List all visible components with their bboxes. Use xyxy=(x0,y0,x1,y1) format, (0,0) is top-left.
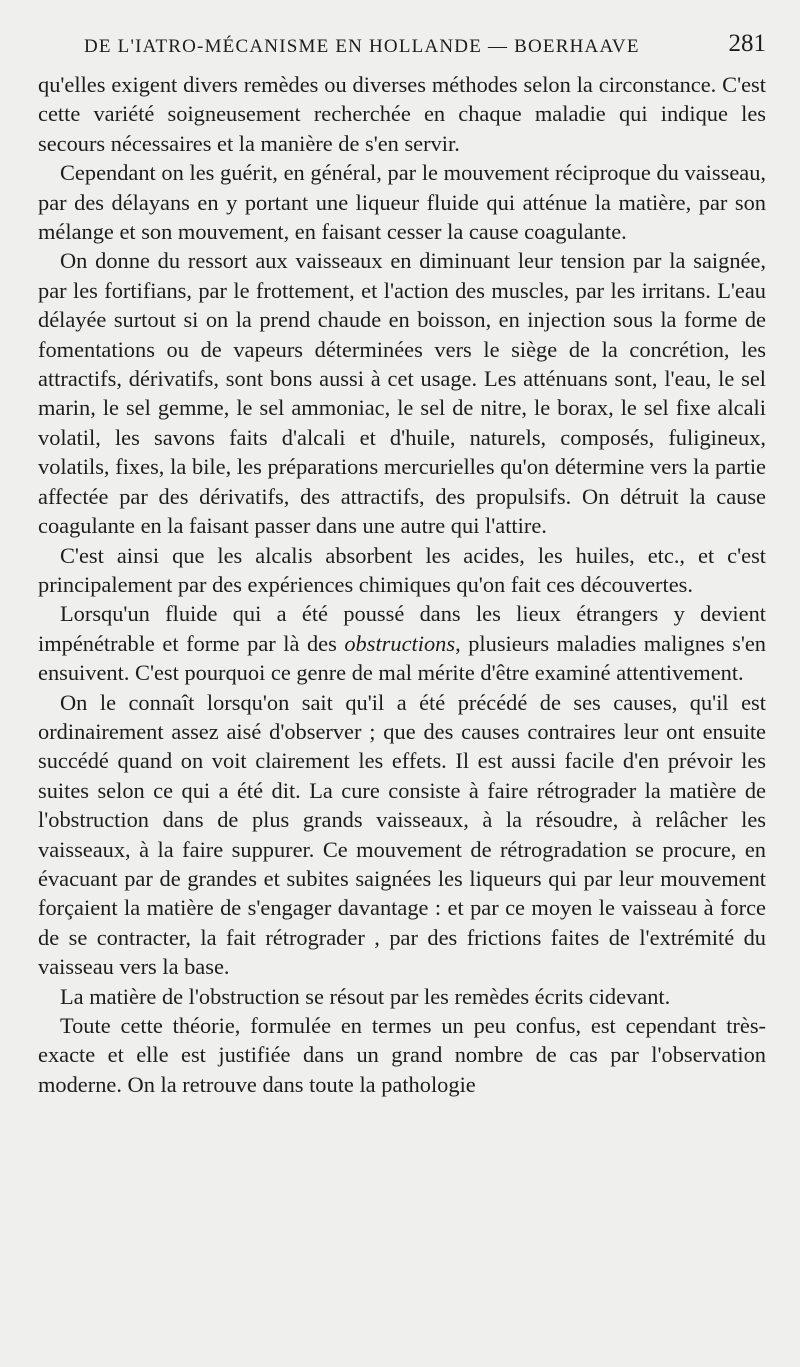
paragraph-7: La matière de l'obstruction se résout par les remèdes écrits cidevant. xyxy=(60,983,671,1009)
running-title: DE L'IATRO-MÉCANISME EN HOLLANDE — BOERHAAVE xyxy=(84,36,640,57)
paragraph-3: On donne du ressort aux vaisseaux en diminuant leur tension par la saignée, par les fortifians, par le frottement, et l'action des muscles, par les irritans. L'eau délayée surtout si on la prend chaude en boisson, en injection sous la forme de fomentations ou de vapeurs déterminées vers le siège de la concrétion, les attractifs, dérivatifs, sont bons aussi à cet usage. Les atténuans sont, l'eau, le sel marin, le sel gemme, le sel ammoniac, le sel de nitre, le borax, le sel fixe alcali volatil, les savons faits d'alcali et d'huile, naturels, composés, fuligineux, volatils, fixes, la bile, les préparations mercurielles qu'on détermine vers la partie affectée par des dérivatifs, des attractifs, des propulsifs. On détruit la cause coagulante en la faisant passer dans une autre qui l'attire. xyxy=(38,248,766,539)
paragraph-5-text-before: Lorsqu'un fluide qui a été poussé dans les lieux étrangers y devient impénétrable et forme par là des xyxy=(38,601,766,656)
paragraph-5 xyxy=(38,599,766,687)
body-text xyxy=(38,70,766,1099)
paragraph-8: Toute cette théorie, formulée en termes un peu confus, est cependant très-exacte et elle est justifiée dans un grand nombre de cas par l'observation moderne. On la retrouve dans toute la pathologie xyxy=(38,1013,766,1097)
paragraph-2: Cependant on les guérit, en général, par le mouvement réciproque du vaisseau, par des délayans en y portant une liqueur fluide qui atténue la matière, par son mélange et son mouvement, en faisant cesser la cause coagulante. xyxy=(38,160,766,245)
running-head xyxy=(84,30,766,70)
page-number: 281 xyxy=(728,30,766,57)
paragraph-5-emphasis: obstructions xyxy=(344,630,456,656)
paragraph-4: C'est ainsi que les alcalis absorbent les acides, les huiles, etc., et c'est principalement par des expériences chimiques qu'on fait ces découvertes. xyxy=(38,542,766,597)
paragraph-5-text-after: , plusieurs maladies malignes s'en ensuivent. C'est pourquoi ce genre de mal mérite d'être examiné attentivement. xyxy=(38,630,766,686)
paragraph-6: On le connaît lorsqu'on sait qu'il a été précédé de ses causes, qu'il est ordinairement assez aisé d'observer ; que des causes contraires leur ont ensuite succédé quand on voit clairement les effets. Il est aussi facile d'en prévoir les suites selon ce qui a été dit. La cure consiste à faire rétrograder la matière de l'obstruction dans de plus grands vaisseaux, à la résoudre, à relâcher les vaisseaux, à la faire suppurer. Ce mouvement de rétrogradation se procure, en évacuant par de grandes et subites saignées les liqueurs qui par leur mouvement forçaient la matière de s'engager davantage : et par ce moyen le vaisseau à force de se contracter, la fait rétrograder , par des frictions faites de l'extrémité du vaisseau vers la base. xyxy=(38,689,766,980)
paragraph-1: qu'elles exigent divers remèdes ou diverses méthodes selon la circonstance. C'est cette variété soigneusement recherchée en chaque maladie qui indique les secours nécessaires et la manière de s'en servir. xyxy=(38,72,766,156)
